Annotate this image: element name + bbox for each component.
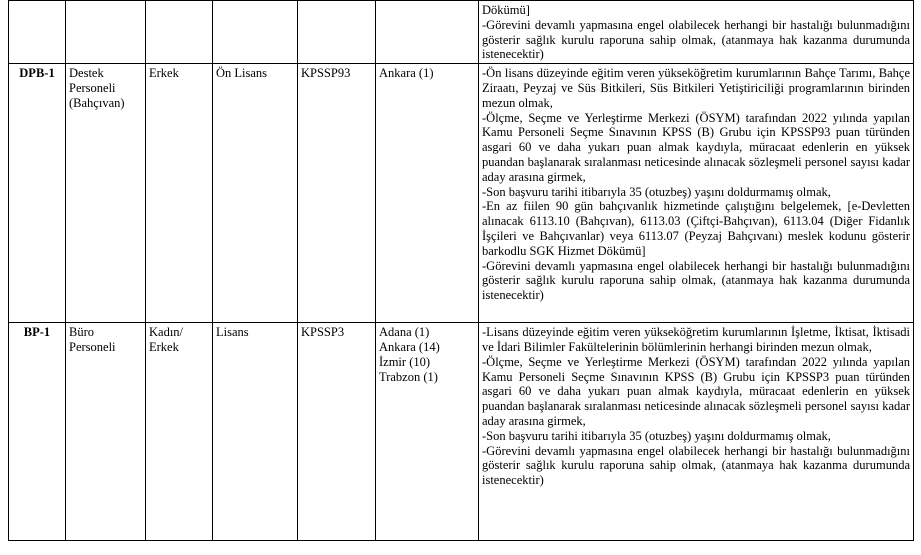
position-title [66,1,146,64]
table-row [9,1,914,64]
requirement-item: -En az fiilen 90 gün bahçıvanlık hizmetinde çalıştığını belgelemek, [e-Devletten alınacak 6113.10 (Bahçıvan), 6113.03 (Çiftçi-Bahçıvan), 6113.04 (Diğer Fidanlık İşçileri ve Bahçıvanlar) veya 6113.07 (Peyzaj Bahçıvanı) meslek kodunu gösterir barkodlu SGK Hizmet Dökümü] [482,199,910,258]
city-quota: Ankara (1) [379,66,434,81]
education-cell: Lisans [213,323,298,541]
requirement-item: -Lisans düzeyinde eğitim veren yükseköğretim kurumlarının İşletme, İktisat, İktisadi ve İdari Bilimler Fakültelerinin bölümlerinin herhangi birinden mezun olmak, [482,325,910,354]
gender-cell [146,1,213,64]
requirement-item: -Ölçme, Seçme ve Yerleştirme Merkezi (ÖSYM) tarafından 2022 yılında yapılan Kamu Personeli Seçme Sınavının KPSS (B) Grubu için KPSSP3 puan türünden asgari 60 ve daha yukarı puan almak kaydıyla, müracaat edenlerin en yüksek puandan başlanarak sıralanması neticesinde alınacak sözleşmeli personel sayısı kadar aday arasına girmek, [482,354,910,428]
position-code: DPB-1 [9,64,66,323]
requirements-cell [479,323,914,541]
gender-cell: Kadın/ Erkek [146,323,213,541]
requirement-item: -Görevini devamlı yapmasına engel olabilecek herhangi bir hastalığı bulunmadığını gösterir sağlık kurulu raporuna sahip olmak, (atanmaya hak kazanma durumunda istenecektir) [482,443,910,488]
position-table [8,0,914,541]
score-type-cell: KPSSP93 [298,64,376,323]
requirement-item: -Görevini devamlı yapmasına engel olabilecek herhangi bir hastalığı bulunmadığını gösterir sağlık kurulu raporuna sahip olmak, (atanmaya hak kazanma durumunda istenecektir) [482,17,910,62]
cities-cell [376,323,479,541]
score-type-cell [298,1,376,64]
city-quota: Ankara (14) [379,339,440,354]
requirement-item: -Son başvuru tarihi itibarıyla 35 (otuzbeş) yaşını doldurmamış olmak, [482,428,831,443]
cities-cell [376,1,479,64]
cities-cell [376,64,479,323]
education-cell: Ön Lisans [213,64,298,323]
city-quota: Trabzon (1) [379,369,438,384]
city-quota: Adana (1) [379,325,430,340]
table-row [9,323,914,541]
position-title: Destek Personeli (Bahçıvan) [66,64,146,323]
position-code [9,1,66,64]
score-type-cell: KPSSP3 [298,323,376,541]
gender-cell: Erkek [146,64,213,323]
requirement-item: -Son başvuru tarihi itibarıyla 35 (otuzbeş) yaşını doldurmamış olmak, [482,184,831,199]
city-quota: İzmir (10) [379,354,431,369]
table-row [9,64,914,323]
position-code: BP-1 [9,323,66,541]
education-cell [213,1,298,64]
position-title: Büro Personeli [66,323,146,541]
requirement-item: -Ölçme, Seçme ve Yerleştirme Merkezi (ÖSYM) tarafından 2022 yılında yapılan Kamu Personeli Seçme Sınavının KPSS (B) Grubu için KPSSP93 puan türünden asgari 60 ve daha yukarı puan almak kaydıyla, müracaat edenlerin en yüksek puandan başlanarak sıralanması neticesinde alınacak sözleşmeli personel sayısı kadar aday arasına girmek, [482,110,910,184]
requirements-cell [479,1,914,64]
requirement-item: -Görevini devamlı yapmasına engel olabilecek herhangi bir hastalığı bulunmadığını gösterir sağlık kurulu raporuna sahip olmak, (atanmaya hak kazanma durumunda istenecektir) [482,258,910,303]
requirement-item: -Ön lisans düzeyinde eğitim veren yükseköğretim kurumlarının Bahçe Tarımı, Bahçe Ziraatı, Peyzaj ve Süs Bitkileri, Süs Bitkileri Yetiştiriciliği programlarının birinden mezun olmak, [482,66,910,110]
requirement-item: Dökümü] [482,3,530,17]
requirements-cell [479,64,914,323]
